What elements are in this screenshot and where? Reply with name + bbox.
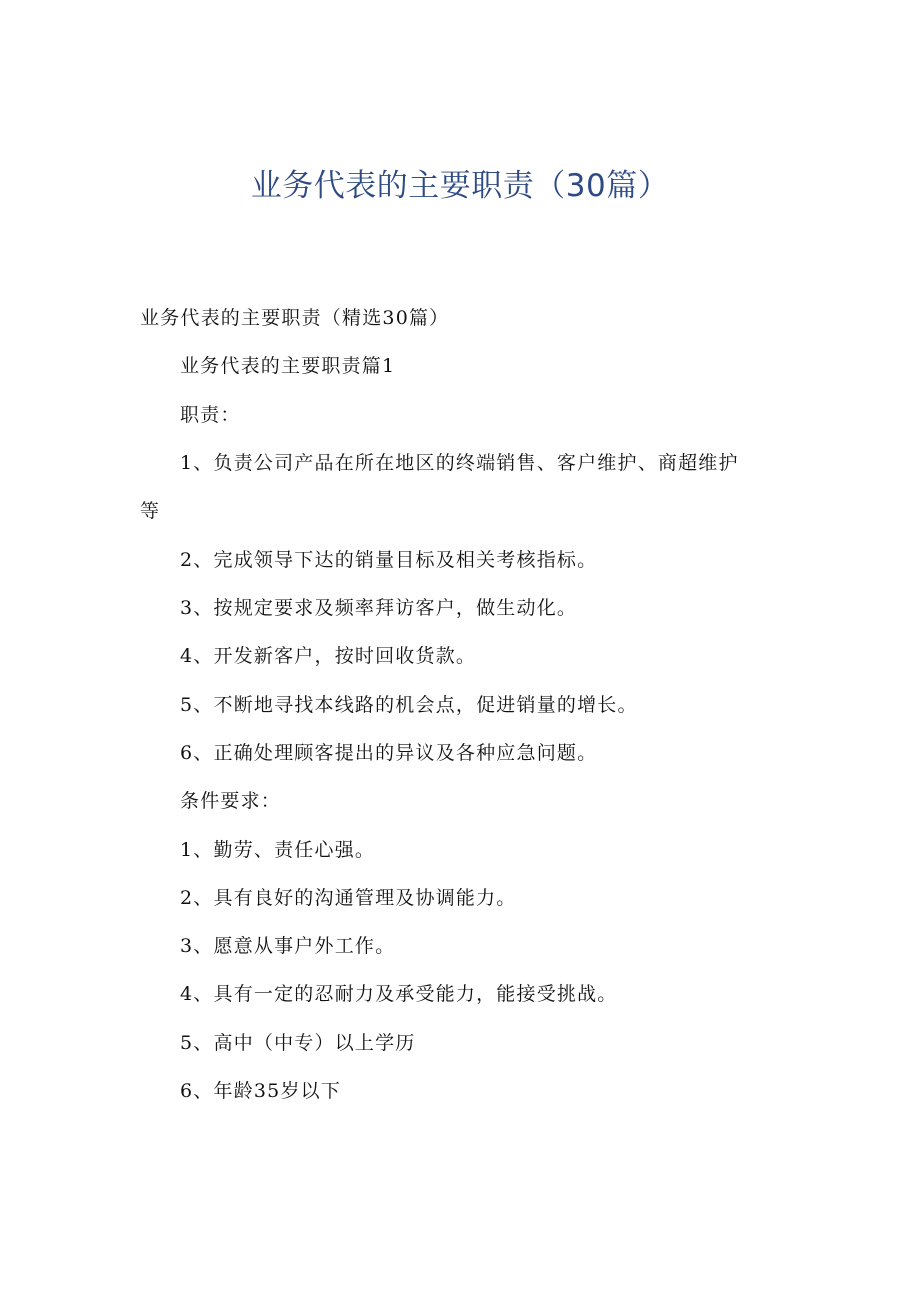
document-body [140, 306, 780, 1127]
section-heading: 业务代表的主要职责篇1 [180, 355, 396, 378]
duty-item-3: 3、按规定要求及频率拜访客户，做生动化。 [180, 597, 578, 620]
duty-item-1-line-1: 1、负责公司产品在所在地区的终端销售、客户维护、商超维护 [180, 451, 739, 474]
duty-item-1 [140, 451, 780, 524]
document-title: 业务代表的主要职责（30篇） [250, 168, 670, 204]
duties-heading: 职责： [180, 403, 241, 426]
requirement-item-3: 3、愿意从事户外工作。 [180, 935, 396, 958]
requirements-heading: 条件要求： [180, 790, 282, 813]
duty-item-6: 6、正确处理顾客提出的异议及各种应急问题。 [180, 741, 598, 764]
duty-item-2: 2、完成领导下达的销量目标及相关考核指标。 [180, 548, 598, 571]
requirement-item-6: 6、年龄35岁以下 [180, 1080, 342, 1103]
requirement-item-2: 2、具有良好的沟通管理及协调能力。 [180, 886, 517, 909]
requirement-item-5: 5、高中（中专）以上学历 [180, 1031, 416, 1054]
duty-item-5: 5、不断地寻找本线路的机会点，促进销量的增长。 [180, 693, 638, 716]
duty-item-1-line-2: 等 [140, 500, 161, 523]
subtitle-paragraph: 业务代表的主要职责（精选30篇） [140, 307, 450, 329]
requirement-item-1: 1、勤劳、责任心强。 [180, 838, 376, 861]
duty-item-4: 4、开发新客户，按时回收货款。 [180, 645, 477, 668]
requirement-item-4: 4、具有一定的忍耐力及承受能力，能接受挑战。 [180, 983, 618, 1006]
